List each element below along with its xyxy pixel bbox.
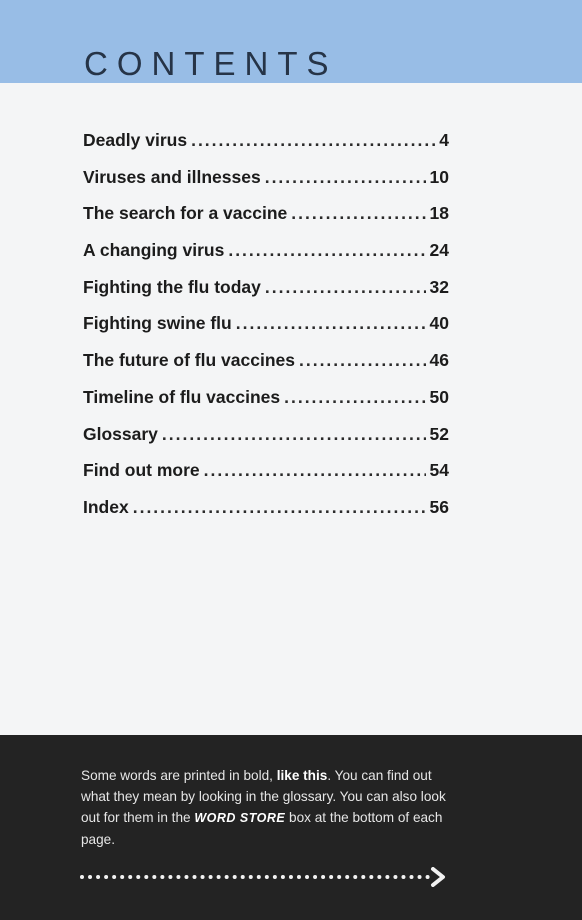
dot-leader — [299, 350, 426, 371]
toc-entry[interactable] — [83, 167, 449, 204]
toc-page-number: 4 — [439, 130, 449, 150]
toc-entry-title: Glossary — [83, 423, 158, 444]
bold-example: like this — [276, 768, 328, 783]
toc-entry-title: Index — [83, 496, 129, 517]
dot-leader — [236, 313, 426, 334]
toc-page-number: 52 — [429, 423, 449, 444]
toc-entry-title: Find out more — [83, 460, 200, 481]
toc-entry[interactable] — [83, 277, 449, 314]
toc-entry-title: The search for a vaccine — [83, 203, 288, 224]
note-text-middle: . You can find out what they mean by looking in the glossary. You can also look out for them in the — [81, 768, 446, 825]
dotted-line — [80, 875, 430, 879]
note-text-start: Some words are printed in bold, — [81, 768, 277, 783]
dotted-arrow — [80, 869, 450, 885]
toc-entry[interactable] — [83, 313, 449, 350]
toc-entry[interactable] — [83, 130, 449, 167]
toc-page-number: 56 — [429, 496, 449, 517]
dot-leader — [265, 167, 426, 188]
toc-page-number: 54 — [429, 460, 449, 481]
toc-entry-title: The future of flu vaccines — [83, 350, 295, 371]
toc-entry[interactable] — [83, 203, 449, 240]
dot-leader — [162, 424, 426, 445]
table-of-contents — [83, 130, 449, 534]
toc-page-number: 24 — [429, 240, 449, 261]
toc-page-number: 10 — [429, 166, 449, 187]
toc-entry-title: A changing virus — [83, 240, 225, 261]
dot-leader — [228, 240, 425, 261]
dot-leader — [133, 497, 426, 518]
dot-leader — [265, 277, 426, 298]
toc-entry-title: Timeline of flu vaccines — [83, 386, 281, 407]
toc-page-number: 18 — [429, 203, 449, 224]
toc-entry[interactable] — [83, 460, 449, 497]
dot-leader — [191, 130, 435, 151]
toc-page-number: 40 — [429, 313, 449, 334]
toc-entry[interactable] — [83, 240, 449, 277]
toc-entry[interactable] — [83, 424, 449, 461]
dot-leader — [291, 203, 425, 224]
page-title: CONTENTS — [84, 45, 338, 82]
glossary-note — [81, 765, 461, 850]
word-store-label: WORD STORE — [194, 811, 286, 825]
note-text-end: box at the bottom of each page. — [81, 810, 443, 847]
toc-entry[interactable] — [83, 350, 449, 387]
toc-entry-title: Fighting the flu today — [83, 276, 261, 297]
toc-entry-title: Fighting swine flu — [83, 313, 232, 334]
toc-page-number: 50 — [429, 386, 449, 407]
toc-page-number: 32 — [429, 276, 449, 297]
toc-page-number: 46 — [429, 350, 449, 371]
glossary-note-panel — [0, 735, 582, 920]
dot-leader — [204, 460, 426, 481]
chevron-right-icon — [430, 867, 448, 887]
toc-entry-title: Deadly virus — [83, 130, 188, 150]
toc-entry[interactable] — [83, 497, 449, 534]
toc-entry-title: Viruses and illnesses — [83, 166, 261, 187]
toc-entry[interactable] — [83, 387, 449, 424]
dot-leader — [284, 387, 425, 408]
contents-header-band — [0, 0, 582, 83]
